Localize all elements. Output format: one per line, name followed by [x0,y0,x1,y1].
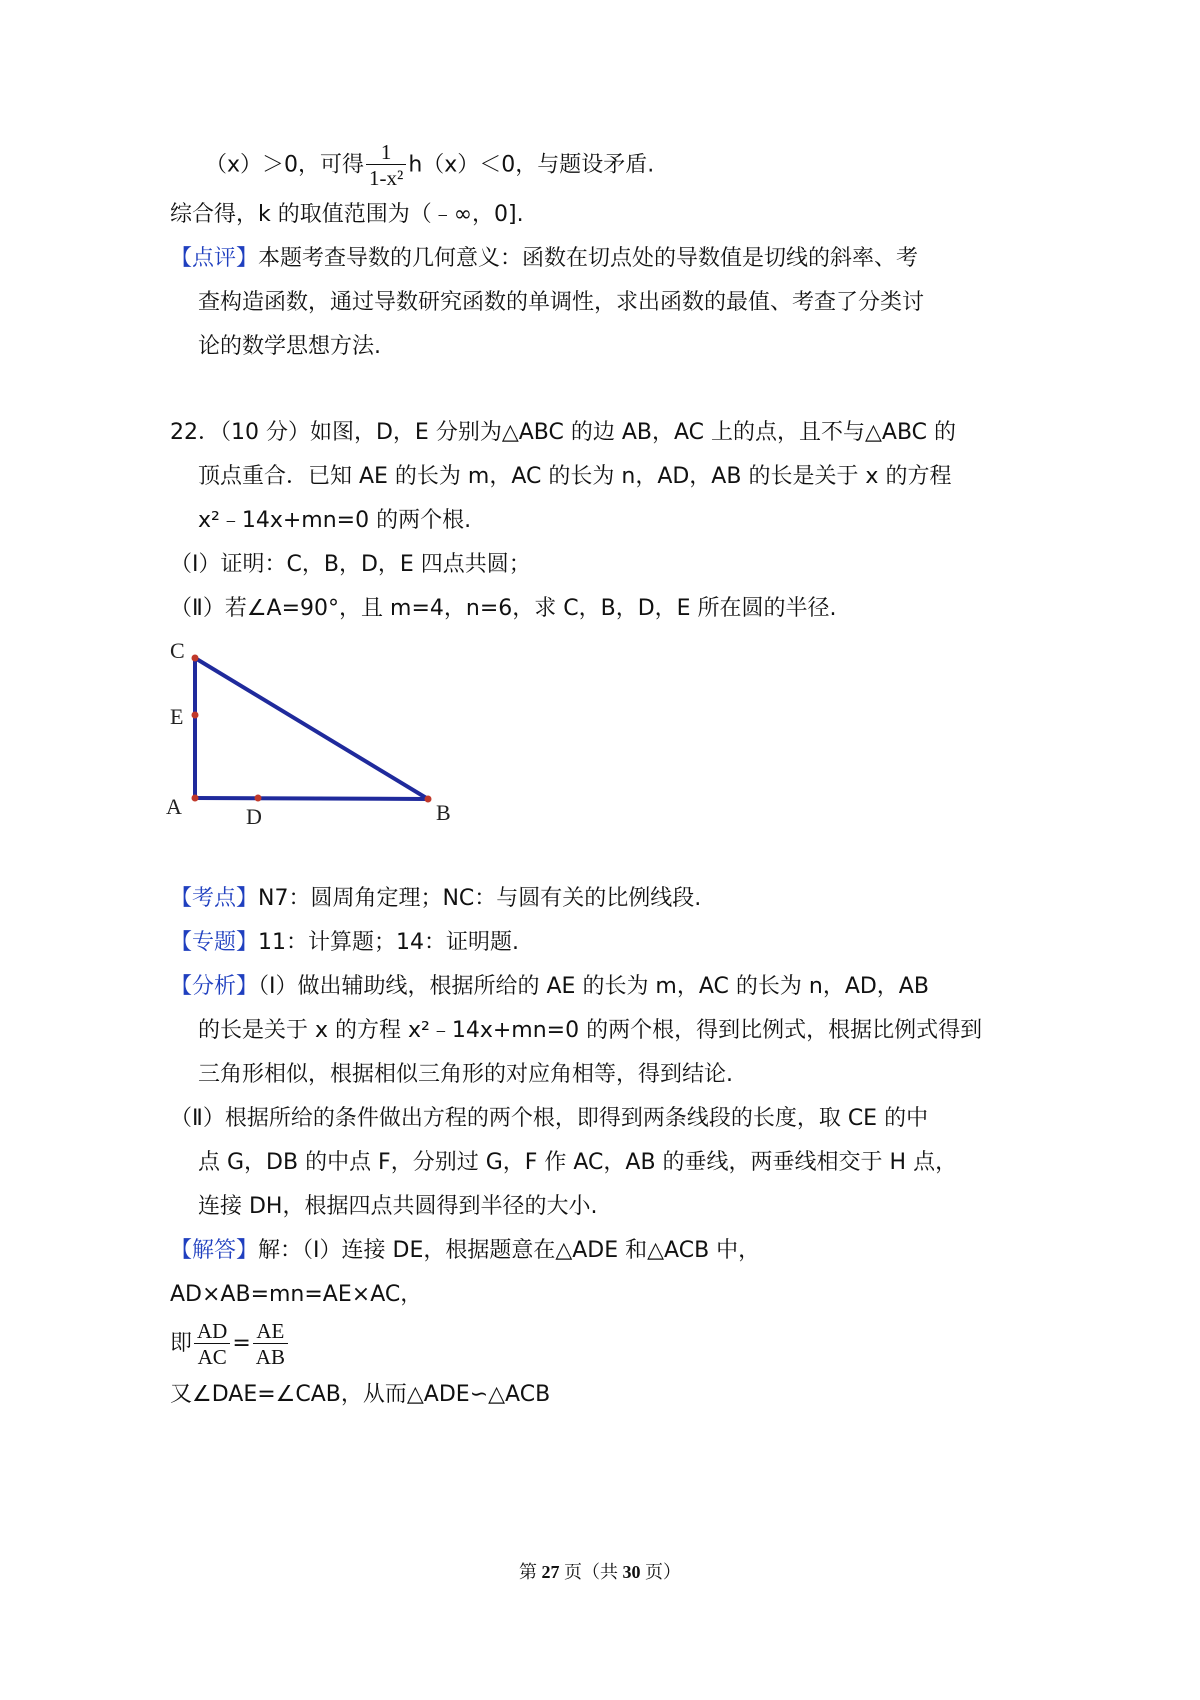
page-footer [0,1558,1200,1584]
triangle-figure [160,638,480,838]
fraction-denominator: 1-x² [369,166,404,190]
fenxi-text-1: （Ⅰ）做出辅助线，根据所给的 AE 的长为 m，AC 的长为 n，AD，AB [258,974,929,999]
kaodian-tag: 【考点】 [170,886,259,911]
problem-part-2: （Ⅱ）若∠A=90°，且 m=4，n=6，求 C，B，D，E 所在圆的半径. [170,596,837,621]
footer-prefix: 第 [519,1562,542,1582]
continuation-post: h（x）＜0，与题设矛盾. [408,152,655,178]
fraction-numerator: 1 [366,140,406,165]
kaodian-text: N7：圆周角定理；NC：与圆有关的比例线段. [258,886,702,911]
kaodian-line [170,884,701,914]
zhuanti-line [170,928,519,958]
point-b [425,796,432,803]
page-number: 27 [541,1562,560,1582]
jieda-ji: 即 [170,1331,193,1356]
jieda-eq: = [232,1331,251,1356]
footer-middle: 页（共 [559,1562,623,1582]
fenxi-tag: 【分析】 [170,974,259,999]
jieda-tag: 【解答】 [170,1238,259,1263]
fraction-ab: AB [255,1344,285,1369]
side-ab [195,798,428,799]
comment-tag: 【点评】 [170,246,259,271]
comment-text-1: 本题考查导数的几何意义：函数在切点处的导数值是切线的斜率、考 [258,246,919,271]
fraction-1-over-1-minus-x2 [366,140,406,191]
total-pages: 30 [622,1562,641,1582]
problem-line-2: 顶点重合．已知 AE 的长为 m，AC 的长为 n，AD，AB 的长是关于 x 的方程 [198,464,952,489]
point-a [192,795,199,802]
fraction-ae-over-ab [253,1319,288,1370]
problem-line-3: x²﹣14x+mn=0 的两个根. [198,508,472,533]
fraction-ac: AC [197,1344,227,1369]
label-e: E [170,704,184,729]
point-c [192,655,199,662]
fenxi-line-2: 的长是关于 x 的方程 x²﹣14x+mn=0 的两个根，得到比例式，根据比例式得到 [198,1018,983,1043]
fenxi-line-5: 点 G，DB 的中点 F，分别过 G，F 作 AC，AB 的垂线，两垂线相交于 H 点， [198,1150,958,1175]
label-a: A [166,794,182,819]
continuation-pre: （x）＞0，可得 [205,152,365,178]
fenxi-line-1 [170,972,929,1002]
zhuanti-text: 11：计算题；14：证明题. [258,930,519,955]
fraction-ad-over-ac [194,1319,230,1370]
label-c: C [170,638,185,663]
jieda-line-2: AD×AB=mn=AE×AC， [170,1282,423,1307]
comment-line-1 [170,244,918,274]
fraction-ae: AE [253,1319,288,1344]
footer-suffix: 页） [640,1562,681,1582]
label-b: B [436,800,451,825]
problem-line-1: 22．（10 分）如图，D，E 分别为△ABC 的边 AB，AC 上的点，且不与△ABC 的 [170,420,957,445]
jieda-line-1 [170,1236,760,1266]
fenxi-line-6: 连接 DH，根据四点共圆得到半径的大小. [198,1194,598,1219]
zhuanti-tag: 【专题】 [170,930,259,955]
point-d [255,795,262,802]
jieda-text-1: 解：（Ⅰ）连接 DE，根据题意在△ADE 和△ACB 中， [258,1238,761,1263]
triangle-lines [195,658,428,799]
jieda-line-3: 又∠DAE=∠CAB，从而△ADE∽△ACB [170,1382,551,1407]
fenxi-line-4: （Ⅱ）根据所给的条件做出方程的两个根，即得到两条线段的长度，取 CE 的中 [170,1106,929,1131]
comment-line-2: 查构造函数，通过导数研究函数的单调性，求出函数的最值、考查了分类讨 [198,290,925,315]
jieda-ratio-line [170,1318,290,1370]
summary-line: 综合得，k 的取值范围为（﹣∞，0]. [170,202,524,227]
side-cb [195,658,428,799]
fenxi-line-3: 三角形相似，根据相似三角形的对应角相等，得到结论. [198,1062,733,1087]
label-d: D [246,804,262,829]
fraction-ad: AD [194,1319,230,1344]
point-e [192,712,199,719]
comment-line-3: 论的数学思想方法. [198,334,381,359]
continuation-line [205,140,654,191]
problem-part-1: （Ⅰ）证明：C，B，D，E 四点共圆； [170,552,531,577]
